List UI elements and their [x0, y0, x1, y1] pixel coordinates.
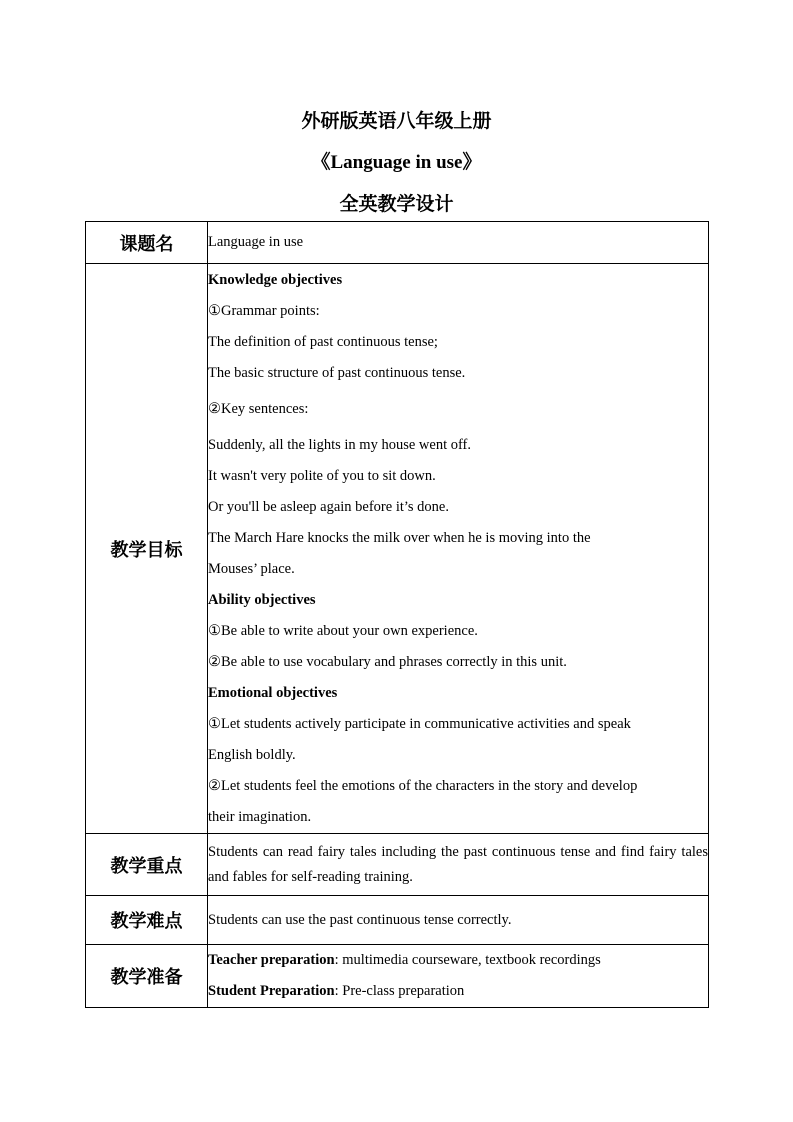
emotional-objective-1b: English boldly.	[208, 746, 296, 763]
emotional-objective-2a: ②Let students feel the emotions of the characters in the story and develop	[208, 777, 638, 794]
topic-value: Language in use	[208, 222, 709, 264]
knowledge-heading: Knowledge objectives	[208, 271, 343, 288]
difficulties-value: Students can use the past continuous tense correctly.	[208, 896, 709, 945]
document-title: 外研版英语八年级上册	[301, 110, 492, 132]
key-sentences-heading: ②Key sentences:	[208, 400, 309, 417]
key-sentence-4b: Mouses’ place.	[208, 560, 295, 577]
key-sentence-3: Or you'll be asleep again before it’s done.	[208, 498, 449, 515]
grammar-point-1: The definition of past continuous tense;	[208, 333, 438, 350]
key-sentence-4a: The March Hare knocks the milk over when he is moving into the	[208, 529, 591, 546]
emotional-objective-1a: ①Let students actively participate in communicative activities and speak	[208, 715, 631, 732]
preparation-label: 教学准备	[86, 945, 208, 1008]
difficulties-label: 教学难点	[86, 896, 208, 945]
teacher-preparation-value: : multimedia courseware, textbook recordings	[334, 952, 601, 968]
objectives-label: 教学目标	[86, 264, 208, 834]
grammar-point-2: The basic structure of past continuous tense.	[208, 364, 466, 381]
teacher-preparation-label: Teacher preparation	[208, 952, 335, 968]
table-row-key-points	[86, 834, 709, 896]
key-sentence-2: It wasn't very polite of you to sit down.	[208, 467, 436, 484]
ability-objective-2: ②Be able to use vocabulary and phrases correctly in this unit.	[208, 653, 567, 670]
table-row-difficulties	[86, 896, 709, 945]
emotional-objective-2b: their imagination.	[208, 808, 312, 825]
lesson-title: 《Language in use》	[311, 152, 482, 173]
ability-objective-1: ①Be able to write about your own experience.	[208, 622, 478, 639]
grammar-heading: ①Grammar points:	[208, 302, 320, 319]
key-points-label: 教学重点	[86, 834, 208, 896]
student-preparation	[208, 976, 708, 1007]
table-row-objectives	[86, 264, 709, 834]
preparation-content	[208, 945, 709, 1008]
key-points-value: Students can read fairy tales including the past continuous tense and find fairy tales and fables for self-reading training.	[208, 834, 709, 896]
student-preparation-label: Student Preparation	[208, 983, 335, 999]
teacher-preparation	[208, 945, 708, 976]
lesson-plan-table	[85, 221, 709, 1008]
document-subtitle: 全英教学设计	[339, 193, 454, 215]
ability-heading: Ability objectives	[208, 591, 316, 608]
objectives-content	[208, 264, 709, 834]
emotional-heading: Emotional objectives	[208, 684, 338, 701]
table-row-preparation	[86, 945, 709, 1008]
student-preparation-value: : Pre-class preparation	[334, 983, 465, 999]
table-row-topic	[86, 222, 709, 264]
topic-label: 课题名	[86, 222, 208, 264]
key-sentence-1: Suddenly, all the lights in my house went off.	[208, 436, 471, 453]
